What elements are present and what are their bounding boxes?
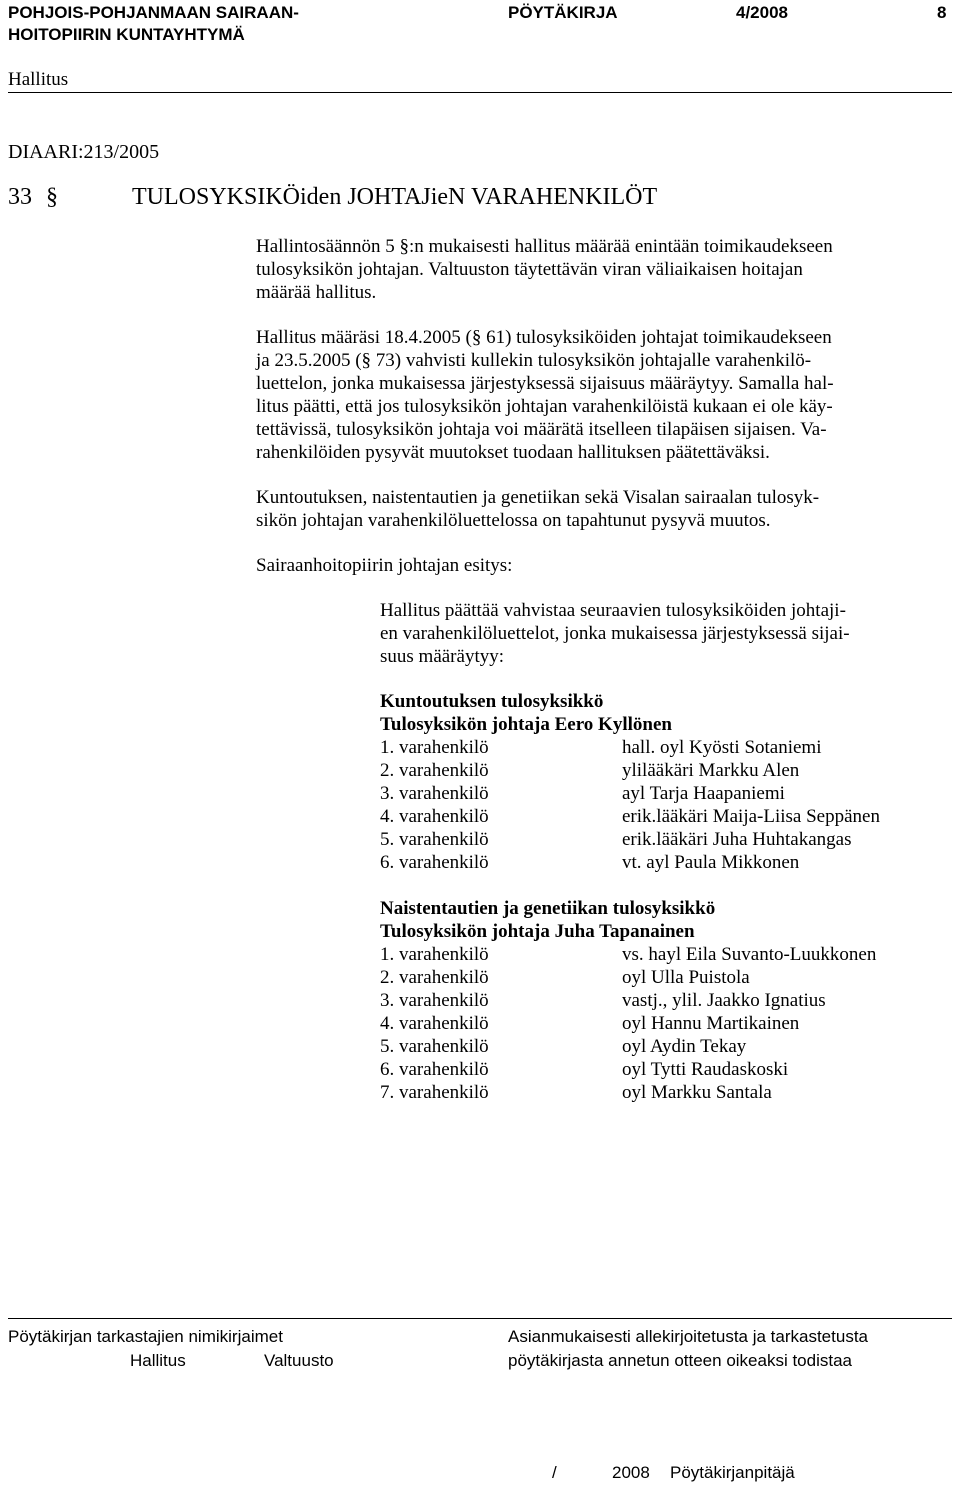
- footer-certified-line1: Asianmukaisesti allekirjoitetusta ja tarkastetusta: [508, 1327, 868, 1346]
- paragraph-line: litus päätti, että jos tulosyksikön johtajan varahenkilöistä kukaan ei ole käy-: [256, 396, 833, 417]
- unit-director: Tulosyksikön johtaja Eero Kyllönen: [380, 714, 672, 735]
- deputy-role: 4. varahenkilö: [380, 806, 489, 827]
- proposal-line: en varahenkilöluettelot, jonka mukaisessa järjestyksessä sijai-: [380, 623, 850, 644]
- footer-date-year: 2008: [612, 1463, 650, 1482]
- deputy-role: 2. varahenkilö: [380, 760, 489, 781]
- paragraph-line: tulosyksikön johtajan. Valtuuston täytettävän viran väliaikaisen hoitajan: [256, 259, 803, 280]
- paragraph-line: luettelon, jonka mukaisessa järjestyksessä sijaisuus määräytyy. Samalla hal-: [256, 373, 834, 394]
- section-title: TULOSYKSIKÖiden JOHTAJieN VARAHENKILÖT: [132, 184, 658, 210]
- deputy-person: ayl Tarja Haapaniemi: [622, 783, 785, 804]
- deputy-role: 1. varahenkilö: [380, 944, 489, 965]
- paragraph-change: [256, 486, 956, 532]
- deputy-role: 2. varahenkilö: [380, 967, 489, 988]
- deputy-role: 7. varahenkilö: [380, 1082, 489, 1103]
- footer-keeper: Pöytäkirjanpitäjä: [670, 1463, 795, 1482]
- section-symbol: §: [46, 184, 58, 210]
- paragraph-line: Kuntoutuksen, naistentautien ja genetiikan sekä Visalan sairaalan tulosyk-: [256, 487, 820, 508]
- paragraph-history: [256, 326, 956, 464]
- deputy-role: 3. varahenkilö: [380, 783, 489, 804]
- paragraph-line: ja 23.5.2005 (§ 73) vahvisti kullekin tulosyksikön johtajalle varahenkilö-: [256, 350, 812, 371]
- deputy-person: hall. oyl Kyösti Sotaniemi: [622, 737, 822, 758]
- proposal-text: [380, 599, 950, 668]
- diaari-number: DIAARI:213/2005: [8, 141, 160, 163]
- page-number: 8: [937, 3, 947, 22]
- deputy-person: erik.lääkäri Juha Huhtakangas: [622, 829, 852, 850]
- deputy-person: oyl Aydin Tekay: [622, 1036, 747, 1057]
- paragraph-line: sikön johtajan varahenkilöluettelossa on tapahtunut pysyvä muutos.: [256, 510, 771, 531]
- org-name-line1: POHJOIS-POHJANMAAN SAIRAAN-: [8, 3, 299, 22]
- proposal-line: suus määräytyy:: [380, 646, 505, 667]
- doc-number: 4/2008: [736, 3, 788, 22]
- footer-initials-valtuusto: Valtuusto: [264, 1351, 334, 1370]
- deputy-person: erik.lääkäri Maija-Liisa Seppänen: [622, 806, 880, 827]
- org-name-line2: HOITOPIIRIN KUNTAYHTYMÄ: [8, 25, 245, 44]
- deputy-role: 4. varahenkilö: [380, 1013, 489, 1034]
- paragraph-line: määrää hallitus.: [256, 282, 377, 303]
- paragraph-regulation: [256, 235, 956, 304]
- paragraph-line: Hallintosäännön 5 §:n mukaisesti hallitus määrää enintään toimikaudekseen: [256, 236, 833, 257]
- deputy-role: 6. varahenkilö: [380, 852, 489, 873]
- deputy-person: vastj., ylil. Jaakko Ignatius: [622, 990, 826, 1011]
- deputy-person: oyl Tytti Raudaskoski: [622, 1059, 789, 1080]
- footer-certified-line2: pöytäkirjasta annetun otteen oikeaksi todistaa: [508, 1351, 853, 1370]
- deputy-person: vs. hayl Eila Suvanto-Luukkonen: [622, 944, 877, 965]
- footer-initials-title: Pöytäkirjan tarkastajien nimikirjaimet: [8, 1327, 283, 1346]
- section-number: 33: [8, 184, 32, 210]
- deputy-person: ylilääkäri Markku Alen: [622, 760, 800, 781]
- paragraph-proposal-heading: [256, 554, 956, 577]
- deputy-person: vt. ayl Paula Mikkonen: [622, 852, 800, 873]
- deputy-role: 5. varahenkilö: [380, 1036, 489, 1057]
- footer-date-slash: /: [552, 1463, 557, 1482]
- deputy-person: oyl Ulla Puistola: [622, 967, 750, 988]
- deputy-role: 3. varahenkilö: [380, 990, 489, 1011]
- unit-name: Naistentautien ja genetiikan tulosyksikkö: [380, 898, 716, 919]
- deputy-role: 6. varahenkilö: [380, 1059, 489, 1080]
- footer-initials-hallitus: Hallitus: [130, 1351, 186, 1370]
- paragraph-line: tettävissä, tulosyksikön johtaja voi määrätä itselleen tilapäisen sijaisen. Va-: [256, 419, 827, 440]
- doc-type: PÖYTÄKIRJA: [508, 3, 618, 22]
- paragraph-line: Sairaanhoitopiirin johtajan esitys:: [256, 555, 513, 576]
- deputy-role: 1. varahenkilö: [380, 737, 489, 758]
- deputy-person: oyl Markku Santala: [622, 1082, 772, 1103]
- deputy-role: 5. varahenkilö: [380, 829, 489, 850]
- paragraph-line: rahenkilöiden pysyvät muutokset tuodaan hallituksen päätettäväksi.: [256, 442, 770, 463]
- header-body-name: Hallitus: [8, 69, 69, 90]
- footer-rule: [8, 1318, 952, 1319]
- paragraph-line: Hallitus määräsi 18.4.2005 (§ 61) tulosyksiköiden johtajat toimikaudekseen: [256, 327, 832, 348]
- unit-name: Kuntoutuksen tulosyksikkö: [380, 691, 604, 712]
- unit-director: Tulosyksikön johtaja Juha Tapanainen: [380, 921, 695, 942]
- header-rule: [8, 92, 952, 93]
- deputy-person: oyl Hannu Martikainen: [622, 1013, 800, 1034]
- proposal-line: Hallitus päättää vahvistaa seuraavien tulosyksiköiden johtaji-: [380, 600, 846, 621]
